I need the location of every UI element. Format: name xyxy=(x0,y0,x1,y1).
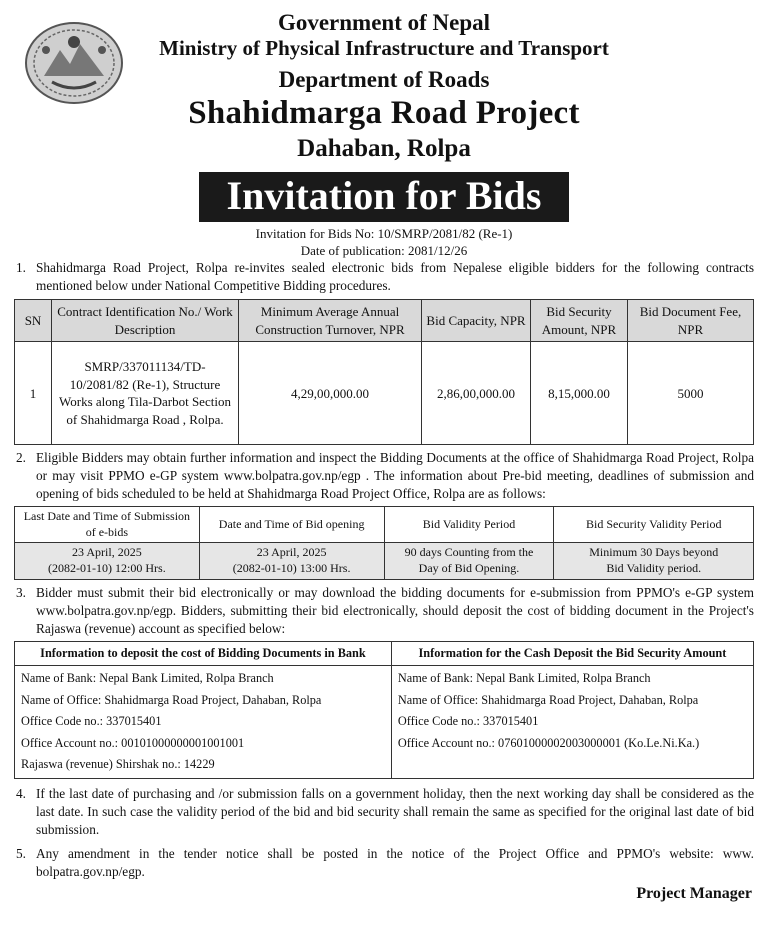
ministry-title: Ministry of Physical Infrastructure and Transport xyxy=(159,36,609,61)
table-cell xyxy=(554,543,754,579)
location-title: Dahaban, Rolpa xyxy=(297,134,471,162)
publication-date: Date of publication: 2081/12/26 xyxy=(300,242,468,258)
info-line: Office Account no.: 07601000002003000001 (Ko.Le.Ni.Ka.) xyxy=(397,735,700,750)
deposit-info-table xyxy=(14,641,754,779)
table-header-row xyxy=(15,300,754,342)
paragraph-text: Eligible Bidders may obtain further information and inspect the Bidding Documents at the office of Shahidmarga Road Project, Rolpa or may visit PPMO e-GP system www.bolpatra.gov.np/egp . The information about Pre-bid meeting, deadlines of submission and opening of bids scheduled to be held at Shahidmarga Road Project Office, Rolpa are as follows: xyxy=(36,450,754,502)
table-row xyxy=(15,543,754,579)
table-cell: 1 xyxy=(15,342,52,445)
nepal-emblem-icon xyxy=(22,20,126,106)
contracts-table xyxy=(14,299,754,445)
column-header: Bid Security Validity Period xyxy=(554,507,754,543)
paragraph-text: Any amendment in the tender notice shall be posted in the notice of the Project Office and PPMO's website: www. bolpatra.gov.np/egp. xyxy=(36,845,754,879)
paragraph-5 xyxy=(14,845,754,881)
info-line: Name of Bank: Nepal Bank Limited, Rolpa Branch xyxy=(397,671,651,686)
column-header: Bid Capacity, NPR xyxy=(422,300,531,342)
cell-line: Day of Bid Opening. xyxy=(418,561,520,576)
paragraph-text: Shahidmarga Road Project, Rolpa re-invites sealed electronic bids from Nepalese eligible bidders for the following contracts mentioned below under National Competitive Bidding procedures. xyxy=(36,260,754,294)
paragraph-number: 1. xyxy=(16,260,26,276)
cell-line: 23 April, 2025 xyxy=(256,545,327,560)
paragraph-text: If the last date of purchasing and /or submission falls on a government holiday, then the next working day shall be considered as the last date. In such case the validity period of the bid and bid security shall remain the same as specified for the original last date of bid submission. xyxy=(36,785,754,837)
table-cell: 2,86,00,000.00 xyxy=(422,342,531,445)
table-cell: 8,15,000.00 xyxy=(531,342,628,445)
paragraph-number: 4. xyxy=(16,785,26,801)
info-line: Office Code no.: 337015401 xyxy=(397,714,539,729)
column-header: Information for the Cash Deposit the Bid Security Amount xyxy=(391,642,753,666)
cell-line: (2082-01-10) 13:00 Hrs. xyxy=(232,561,351,576)
cell-line: Bid Validity period. xyxy=(606,561,702,576)
cell-line: 23 April, 2025 xyxy=(72,545,142,560)
table-cell xyxy=(384,543,554,579)
info-line: Office Code no.: 337015401 xyxy=(21,714,162,729)
bid-number: Invitation for Bids No: 10/SMRP/2081/82 (Re-1) xyxy=(255,225,513,241)
paragraph-2 xyxy=(14,449,754,503)
info-line: Name of Office: Shahidmarga Road Project, Dahaban, Rolpa xyxy=(21,692,322,707)
column-header: Date and Time of Bid opening xyxy=(199,507,384,543)
column-header: Minimum Average Annual Construction Turnover, NPR xyxy=(239,300,422,342)
table-row xyxy=(15,666,754,779)
column-header: Bid Validity Period xyxy=(384,507,554,543)
table-row xyxy=(15,342,754,445)
column-header: SN xyxy=(15,300,52,342)
column-header: Bid Security Amount, NPR xyxy=(531,300,628,342)
paragraph-text: Bidder must submit their bid electronically or may download the bidding documents for e-submission from PPMO's e-GP system www.bolpatra.gov.np/egp. Bidders, submitting their bid electronically, should deposit the cost of bidding document in the Project's Rajaswa (revenue) account as specified below: xyxy=(36,584,754,636)
info-line: Name of Office: Shahidmarga Road Project, Dahaban, Rolpa xyxy=(397,692,699,707)
paragraph-3 xyxy=(14,584,754,638)
paragraph-4 xyxy=(14,785,754,839)
cash-deposit-cell xyxy=(391,666,753,779)
column-header: Contract Identification No./ Work Description xyxy=(52,300,239,342)
column-header: Bid Document Fee, NPR xyxy=(628,300,754,342)
schedule-table xyxy=(14,506,754,579)
signature-project-manager: Project Manager xyxy=(636,884,752,902)
banner-wrap xyxy=(14,172,754,222)
paragraph-1 xyxy=(14,259,754,295)
cell-line: Minimum 30 Days beyond xyxy=(589,545,719,560)
project-title: Shahidmarga Road Project xyxy=(188,95,580,132)
column-header: Information to deposit the cost of Bidding Documents in Bank xyxy=(15,642,392,666)
notice-page xyxy=(14,8,754,903)
info-line: Office Account no.: 00101000000001001001 xyxy=(21,735,245,750)
table-header-row xyxy=(15,642,754,666)
table-cell xyxy=(15,543,200,579)
info-line: Name of Bank: Nepal Bank Limited, Rolpa Branch xyxy=(21,671,274,686)
paragraph-number: 5. xyxy=(16,845,26,861)
table-cell: 5000 xyxy=(628,342,754,445)
paragraph-number: 3. xyxy=(16,584,26,600)
table-cell xyxy=(199,543,384,579)
bid-meta xyxy=(14,226,754,260)
info-line: Rajaswa (revenue) Shirshak no.: 14229 xyxy=(21,757,215,772)
bank-deposit-cell xyxy=(15,666,392,779)
cell-line: 90 days Counting from the xyxy=(404,545,534,560)
table-header-row xyxy=(15,507,754,543)
department-title: Department of Roads xyxy=(278,66,490,92)
invitation-banner: Invitation for Bids xyxy=(199,172,570,222)
government-title: Government of Nepal xyxy=(277,10,491,35)
cell-line: (2082-01-10) 12:00 Hrs. xyxy=(48,561,166,576)
column-header: Last Date and Time of Submission of e-bids xyxy=(15,507,200,543)
paragraph-number: 2. xyxy=(16,450,26,466)
table-cell: SMRP/337011134/TD-10/2081/82 (Re-1), Structure Works along Tila-Darbot Section of Shahidmarga Road , Rolpa. xyxy=(52,342,239,445)
table-cell: 4,29,00,000.00 xyxy=(239,342,422,445)
